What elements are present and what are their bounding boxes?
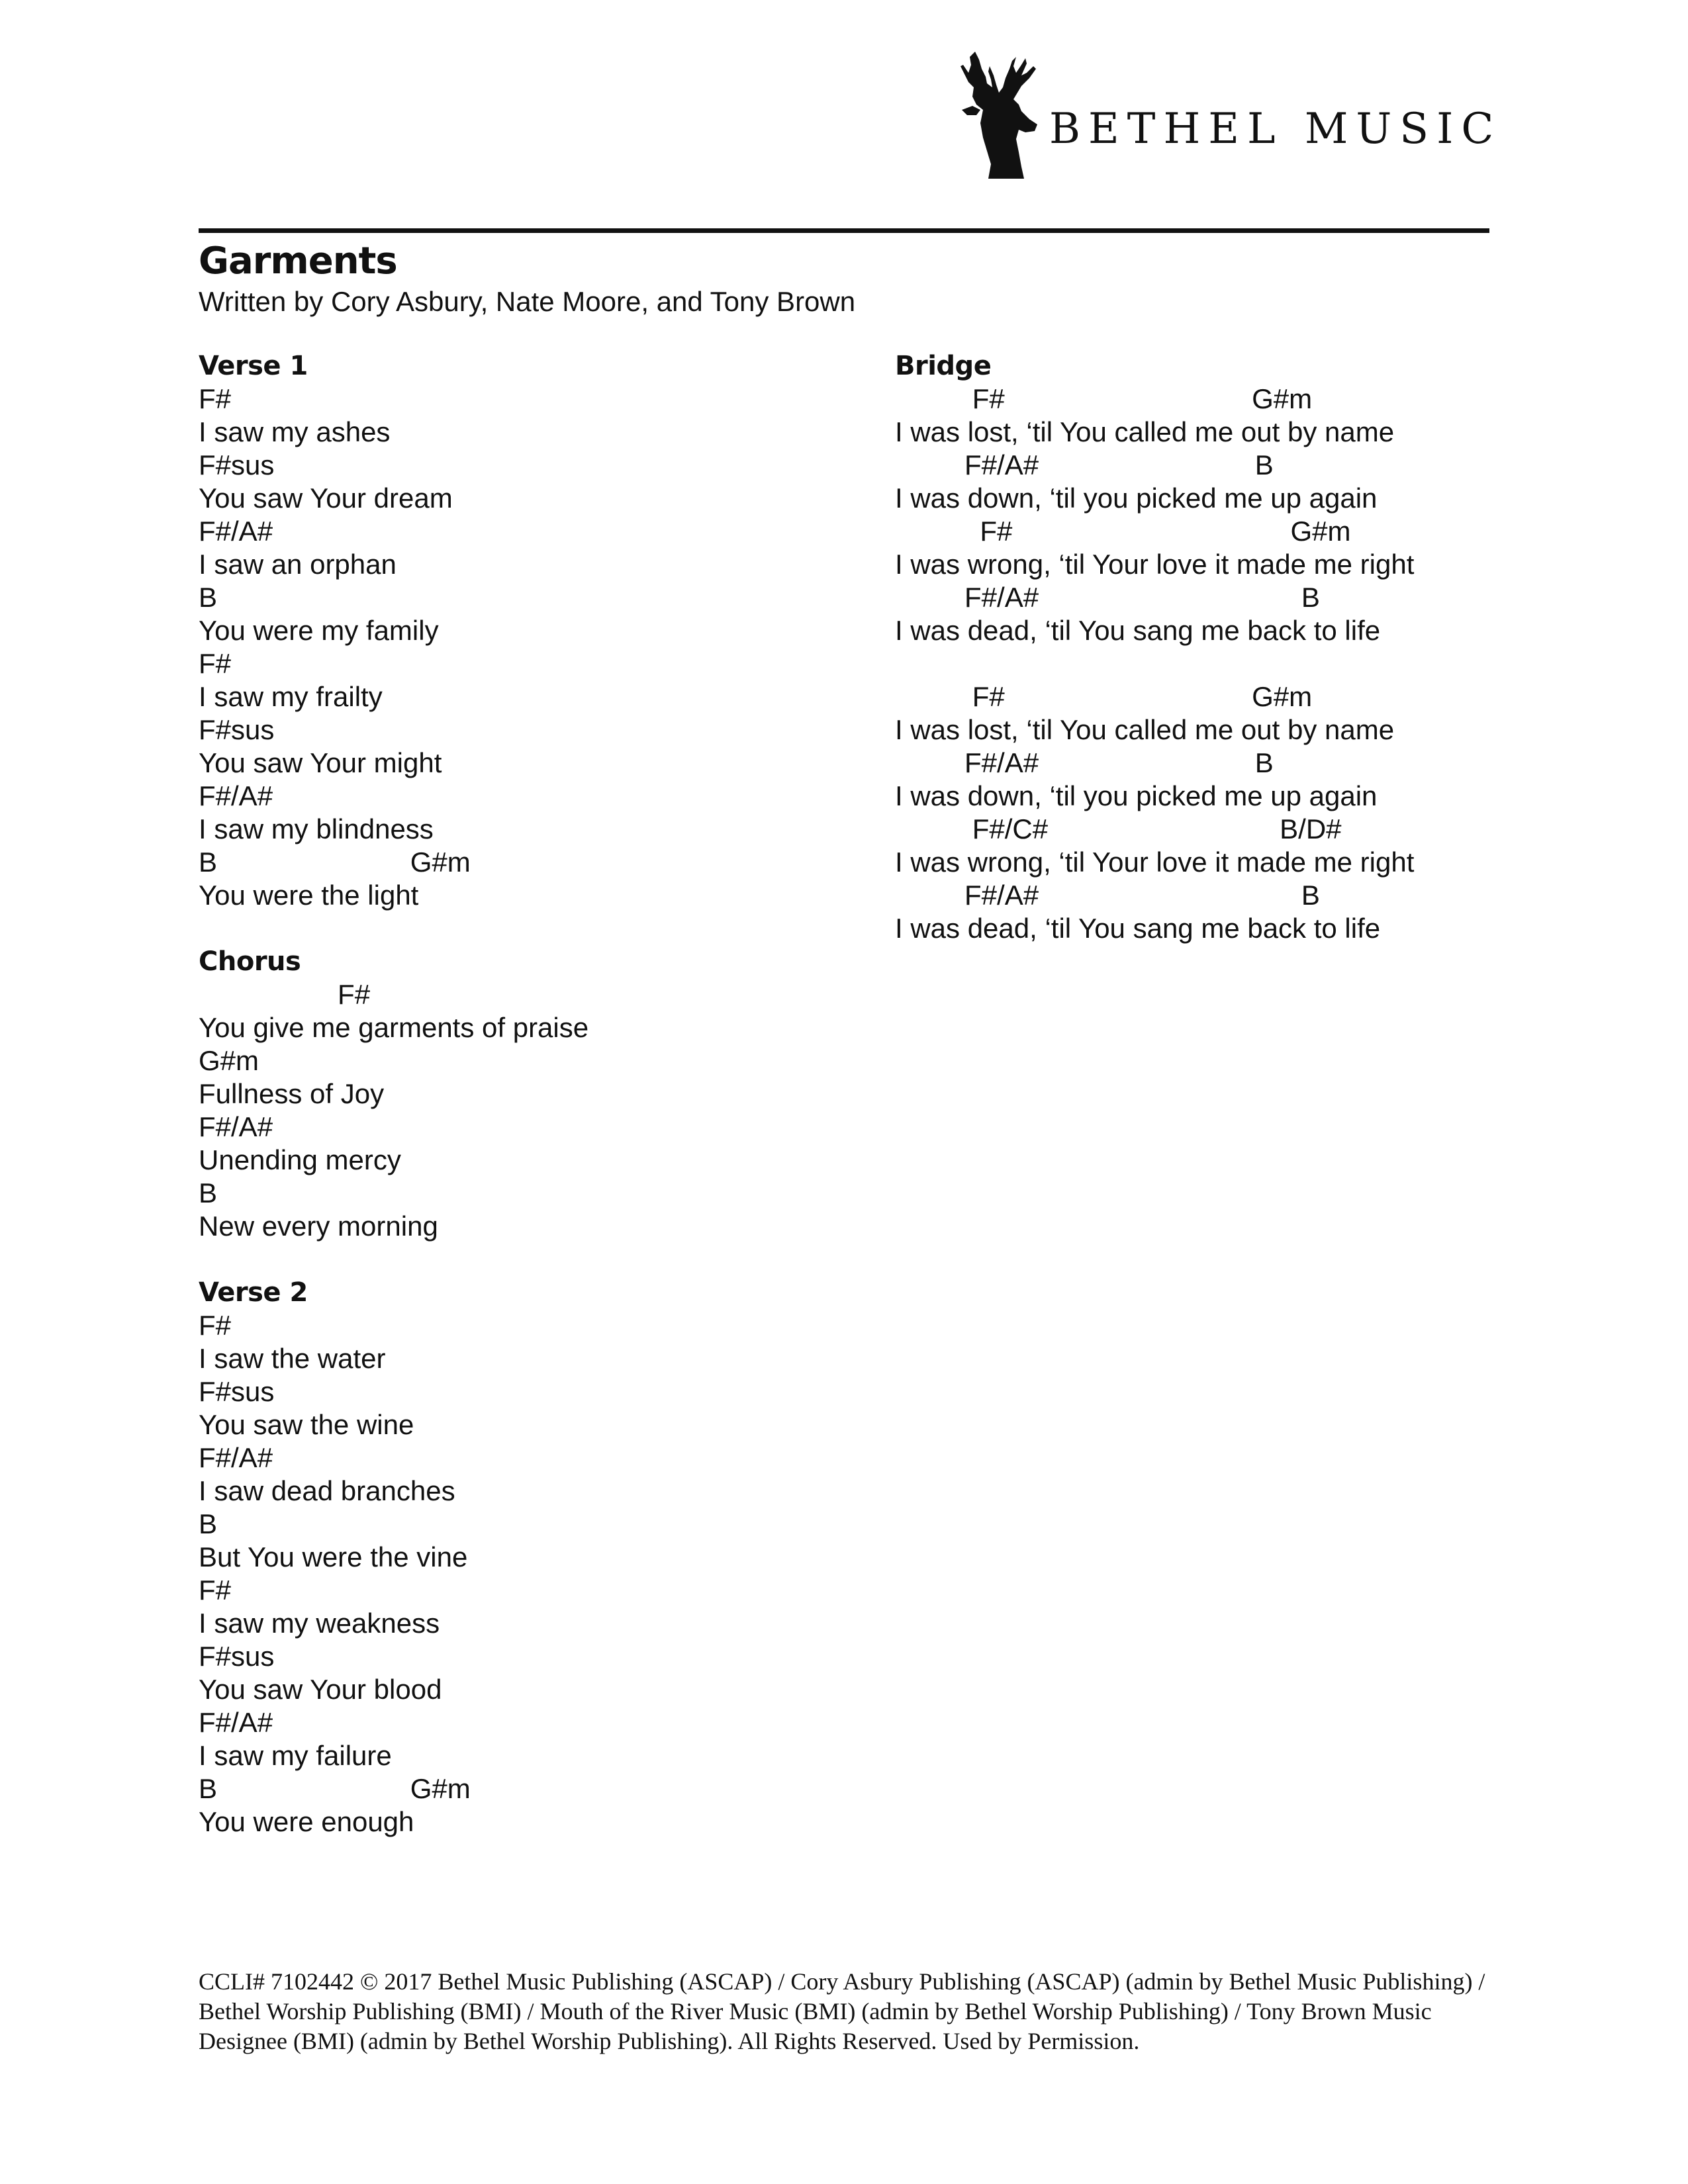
- chord-line: F# G#m: [895, 383, 1313, 414]
- section-heading: Chorus: [199, 946, 301, 977]
- lyric-line: I saw my ashes: [199, 416, 391, 447]
- chord-line: F#/C# B/D#: [895, 813, 1342, 844]
- chord-line: F#sus: [199, 449, 275, 480]
- brand-wordmark: BETHEL MUSIC: [1049, 105, 1502, 154]
- chord-line: F#/A#: [199, 1707, 273, 1738]
- lyric-line: You were the light: [199, 880, 419, 911]
- chord-line: F#/A# B: [895, 449, 1274, 480]
- lyric-line: I was dead, ‘til You sang me back to life: [895, 615, 1381, 646]
- lyric-line: Unending mercy: [199, 1144, 401, 1175]
- lyric-line: I was lost, ‘til You called me out by name: [895, 416, 1395, 447]
- brand-logo: [950, 46, 1502, 179]
- chord-line: F# G#m: [895, 516, 1351, 547]
- chord-line: F#sus: [199, 1641, 275, 1672]
- lyric-line: Fullness of Joy: [199, 1078, 385, 1109]
- song-title: Garments: [199, 240, 397, 283]
- chord-line: F#/A#: [199, 1442, 273, 1473]
- chord-line: B: [199, 1177, 218, 1208]
- right-column: [895, 349, 1504, 978]
- chord-line: B: [199, 1508, 218, 1539]
- lyric-line: I saw the water: [199, 1343, 386, 1374]
- chord-line: F#/A# B: [895, 880, 1320, 911]
- verse-1-section: [199, 349, 861, 912]
- chord-line: F#/A#: [199, 780, 273, 811]
- section-heading: Verse 2: [199, 1277, 308, 1308]
- chord-line: F#: [199, 648, 232, 679]
- chord-line: B: [199, 582, 218, 613]
- chord-line: G#m: [199, 1045, 259, 1076]
- lyric-line: You saw the wine: [199, 1409, 414, 1440]
- lyric-line: I was down, ‘til you picked me up again: [895, 780, 1378, 811]
- lyric-line: I saw my frailty: [199, 681, 383, 712]
- chord-line: F#/A# B: [895, 747, 1274, 778]
- section-heading: Bridge: [895, 351, 992, 381]
- chord-line: F#sus: [199, 714, 275, 745]
- chord-line: F#: [199, 979, 371, 1010]
- deer-head-icon: [950, 46, 1049, 179]
- song-writers: Written by Cory Asbury, Nate Moore, and Tony Brown: [199, 286, 856, 317]
- chord-line: F# G#m: [895, 681, 1313, 712]
- chorus-section: [199, 945, 861, 1243]
- bridge-repeat-section: [895, 680, 1504, 945]
- lyric-line: I was lost, ‘til You called me out by name: [895, 714, 1395, 745]
- header-divider: [199, 228, 1489, 233]
- left-column: [199, 349, 861, 1872]
- lyric-line: I was wrong, ‘til Your love it made me right: [895, 846, 1415, 878]
- lyric-line: You saw Your blood: [199, 1674, 442, 1705]
- verse-2-section: [199, 1276, 861, 1839]
- chord-line: F#: [199, 1574, 232, 1606]
- lyric-line: You give me garments of praise: [199, 1012, 589, 1043]
- chord-line: B G#m: [199, 846, 471, 878]
- chord-line: B G#m: [199, 1773, 471, 1804]
- lyric-line: But You were the vine: [199, 1541, 468, 1572]
- lyric-line: I saw my failure: [199, 1740, 392, 1771]
- bridge-section: [895, 349, 1504, 647]
- copyright-notice: CCLI# 7102442 © 2017 Bethel Music Publishing (ASCAP) / Cory Asbury Publishing (ASCAP) (admin by Bethel Music Publishing) / Bethel Worship Publishing (BMI) / Mouth of the River Music (BMI) (admin by Bethel Worship Publishing) / Tony Brown Music Designee (BMI) (admin by Bethel Worship Publishing). All Rights Reserved. Used by Permission.: [199, 1968, 1485, 2054]
- chord-line: F#: [199, 383, 232, 414]
- lyric-line: I was wrong, ‘til Your love it made me right: [895, 549, 1415, 580]
- lyric-line: I saw my weakness: [199, 1608, 440, 1639]
- lyric-line: You were enough: [199, 1806, 414, 1837]
- chord-line: F#/A# B: [895, 582, 1320, 613]
- lyric-line: I saw dead branches: [199, 1475, 455, 1506]
- section-heading: Verse 1: [199, 351, 308, 381]
- lyric-line: You saw Your dream: [199, 482, 453, 514]
- chord-line: F#/A#: [199, 516, 273, 547]
- lyric-line: I saw my blindness: [199, 813, 434, 844]
- lyric-line: I was dead, ‘til You sang me back to life: [895, 913, 1381, 944]
- lyric-line: New every morning: [199, 1210, 438, 1242]
- lyric-line: I saw an orphan: [199, 549, 397, 580]
- chord-line: F#sus: [199, 1376, 275, 1407]
- chord-line: F#: [199, 1310, 232, 1341]
- lyric-line: You were my family: [199, 615, 439, 646]
- chord-line: F#/A#: [199, 1111, 273, 1142]
- lyric-line: I was down, ‘til you picked me up again: [895, 482, 1378, 514]
- lyric-line: You saw Your might: [199, 747, 442, 778]
